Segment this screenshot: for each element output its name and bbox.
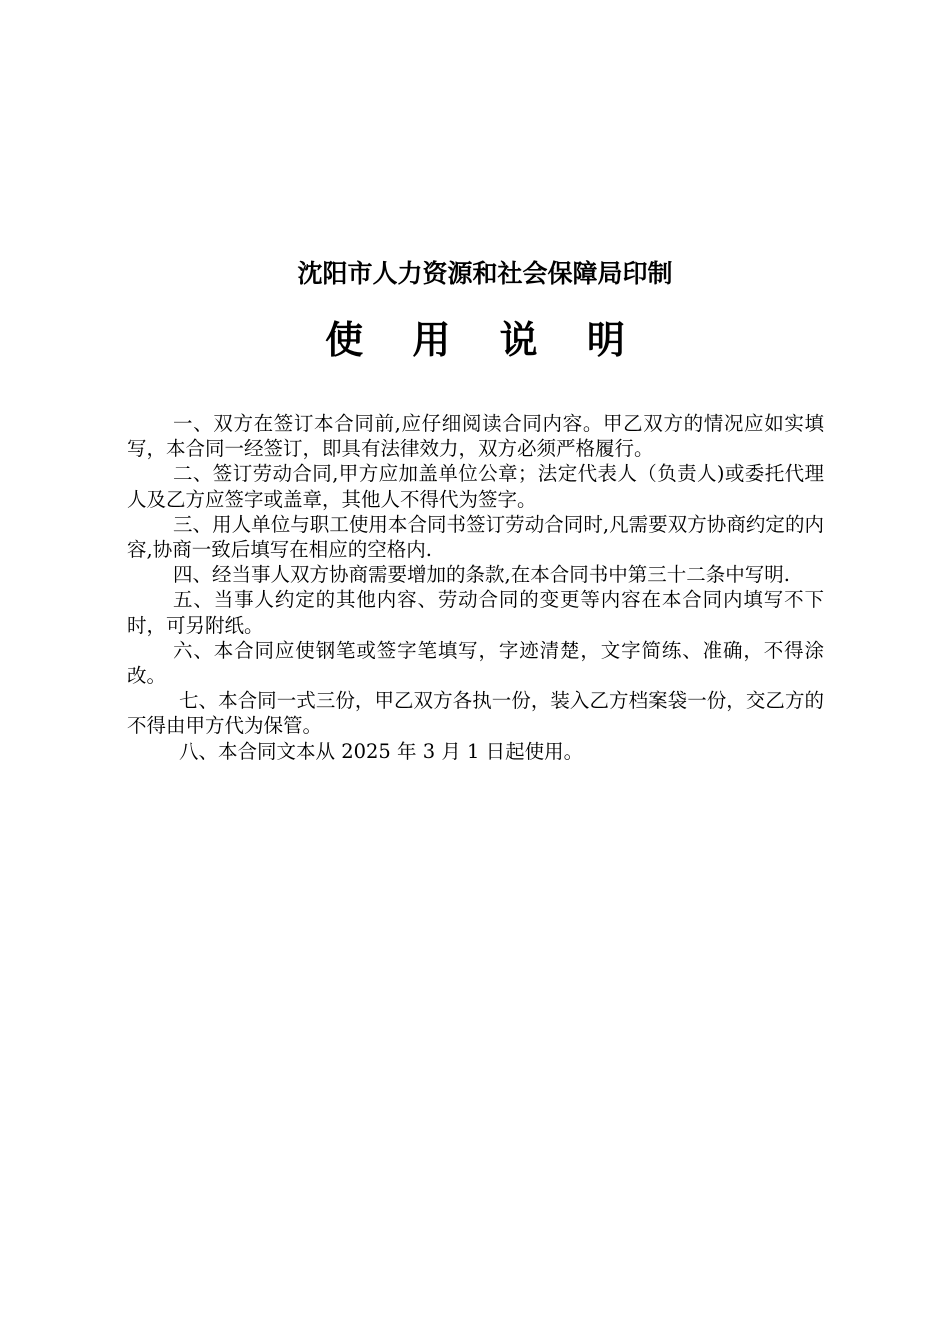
instruction-paragraph-3: 三、用人单位与职工使用本合同书签订劳动合同时,凡需要双方协商约定的内容,协商一致后填写在相应的空格内. <box>127 512 824 562</box>
instructions-body <box>127 411 824 764</box>
instruction-paragraph-1: 一、双方在签订本合同前,应仔细阅读合同内容。甲乙双方的情况应如实填写，本合同一经签订，即具有法律效力，双方必须严格履行。 <box>127 412 824 461</box>
page-title: 使 用 说 明 <box>325 318 643 362</box>
issuer-line: 沈阳市人力资源和社会保障局印制 <box>297 259 673 288</box>
instruction-paragraph-4: 四、经当事人双方协商需要增加的条款,在本合同书中第三十二条中写明. <box>173 563 790 587</box>
instruction-paragraph-2: 二、签订劳动合同,甲方应加盖单位公章；法定代表人（负责人)或委托代理人及乙方应签字或盖章，其他人不得代为签字。 <box>127 462 824 511</box>
instruction-paragraph-7: 七、本合同一式三份，甲乙双方各执一份，装入乙方档案袋一份，交乙方的不得由甲方代为保管。 <box>127 689 824 738</box>
instruction-paragraph-5: 五、当事人约定的其他内容、劳动合同的变更等内容在本合同内填写不下时，可另附纸。 <box>127 588 824 637</box>
instruction-paragraph-6: 六、本合同应使钢笔或签字笔填写，字迹清楚，文字简练、准确，不得涂改。 <box>127 638 824 688</box>
instruction-paragraph-8: 八、本合同文本从 2025 年 3 月 1 日起使用。 <box>179 739 584 763</box>
